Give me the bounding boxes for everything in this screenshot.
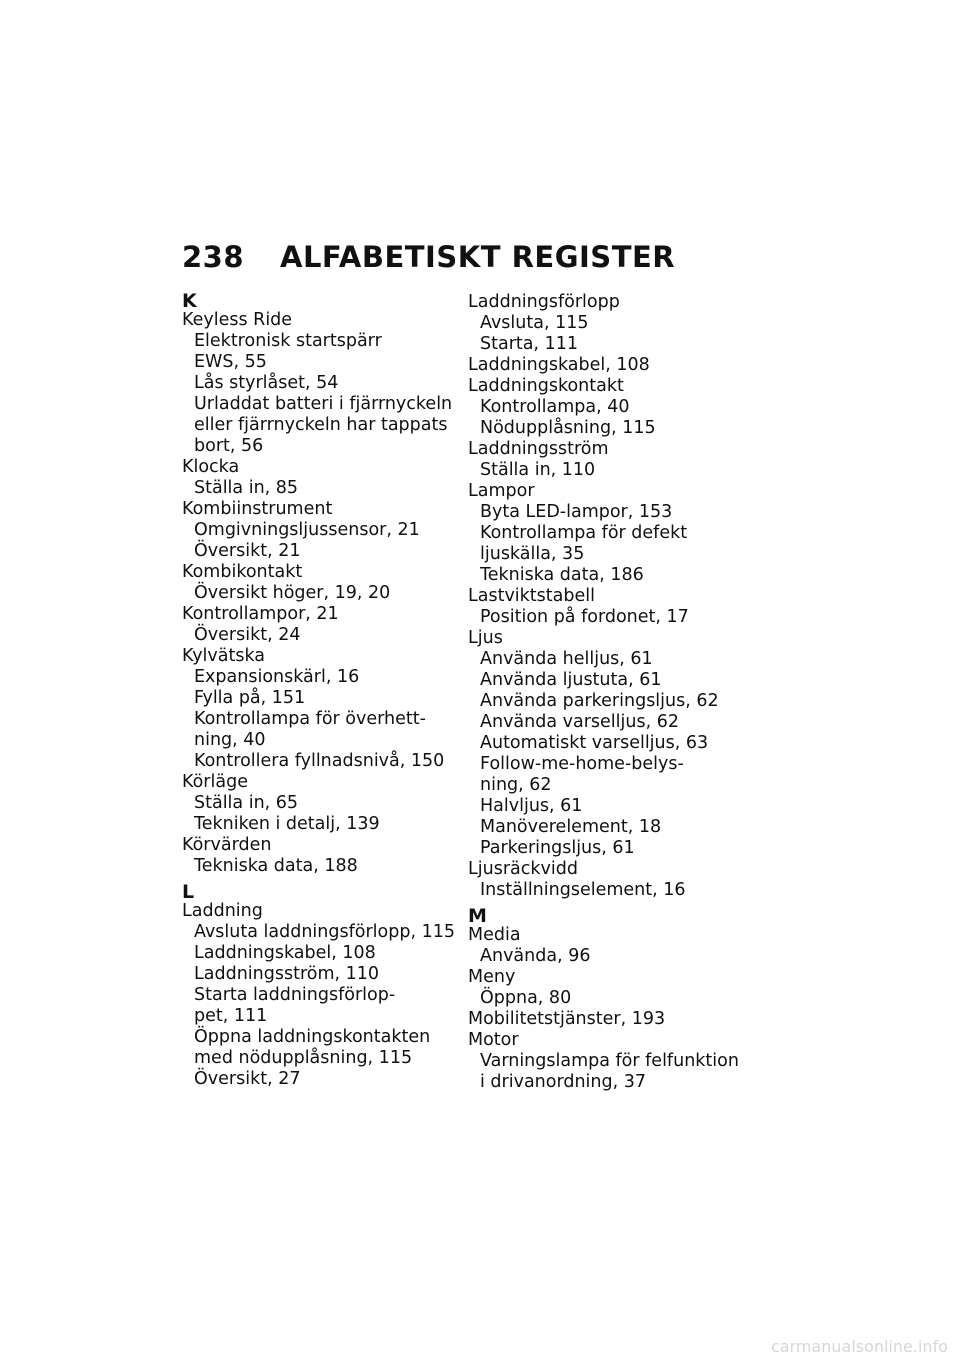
watermark: carmanualsonline.info bbox=[770, 1337, 948, 1356]
index-subentry: Tekniken i detalj, 139 bbox=[194, 814, 380, 834]
index-subentry: Kontrollera fyllnadsnivå, 150 bbox=[194, 751, 445, 771]
index-subentry: Översikt, 27 bbox=[194, 1069, 301, 1089]
index-subentry: Urladdat batteri i fjärrnyckeln bbox=[194, 394, 453, 414]
index-topic: Körvärden bbox=[182, 835, 272, 855]
index-topic: Laddningskontakt bbox=[468, 376, 624, 396]
index-topic: Laddningsström bbox=[468, 439, 609, 459]
index-topic: Laddning bbox=[182, 901, 263, 921]
index-subentry: Avsluta laddningsförlopp, 115 bbox=[194, 922, 455, 942]
index-topic: Ljusräckvidd bbox=[468, 859, 578, 879]
index-subentry: Follow-me-home-belys- bbox=[480, 754, 684, 774]
index-subentry: Lås styrlåset, 54 bbox=[194, 373, 339, 393]
index-topic: Meny bbox=[468, 967, 516, 987]
index-subentry: Kontrollampa, 40 bbox=[480, 397, 630, 417]
index-topic: Klocka bbox=[182, 457, 240, 477]
index-subentry: Använda varselljus, 62 bbox=[480, 712, 679, 732]
page-title: ALFABETISKT REGISTER bbox=[280, 240, 676, 274]
page-number: 238 bbox=[182, 240, 245, 274]
index-subentry: ning, 40 bbox=[194, 730, 266, 750]
index-subentry: Laddningskabel, 108 bbox=[194, 943, 376, 963]
index-subentry: Byta LED-lampor, 153 bbox=[480, 502, 673, 522]
index-subentry: Översikt, 24 bbox=[194, 625, 301, 645]
index-subentry: Inställningselement, 16 bbox=[480, 880, 686, 900]
index-subentry: Parkeringsljus, 61 bbox=[480, 838, 635, 858]
index-topic: Laddningskabel, 108 bbox=[468, 355, 650, 375]
index-topic: Kombiinstrument bbox=[182, 499, 333, 519]
index-letter: M bbox=[468, 905, 487, 927]
index-topic: Kombikontakt bbox=[182, 562, 303, 582]
index-subentry: Använda, 96 bbox=[480, 946, 591, 966]
index-subentry: Omgivningsljussensor, 21 bbox=[194, 520, 420, 540]
index-subentry: Starta laddningsförlop- bbox=[194, 985, 396, 1005]
index-subentry: Ställa in, 110 bbox=[480, 460, 596, 480]
index-topic: Lampor bbox=[468, 481, 535, 501]
index-topic: Lastviktstabell bbox=[468, 586, 595, 606]
index-subentry: Använda ljustuta, 61 bbox=[480, 670, 662, 690]
index-subentry: Halvljus, 61 bbox=[480, 796, 583, 816]
index-subentry: Använda helljus, 61 bbox=[480, 649, 653, 669]
index-subentry: Laddningsström, 110 bbox=[194, 964, 380, 984]
index-topic: Keyless Ride bbox=[182, 310, 293, 330]
index-topic: Laddningsförlopp bbox=[468, 292, 620, 312]
index-subentry: Position på fordonet, 17 bbox=[480, 607, 689, 627]
index-subentry: Manöverelement, 18 bbox=[480, 817, 662, 837]
index-subentry: Starta, 111 bbox=[480, 334, 579, 354]
index-subentry: Ställa in, 65 bbox=[194, 793, 299, 813]
index-topic: Kontrollampor, 21 bbox=[182, 604, 339, 624]
index-subentry: Kontrollampa för överhett- bbox=[194, 709, 426, 729]
index-topic: Ljus bbox=[468, 628, 503, 648]
index-subentry: Använda parkeringsljus, 62 bbox=[480, 691, 719, 711]
index-subentry: pet, 111 bbox=[194, 1006, 268, 1026]
index-topic: Motor bbox=[468, 1030, 519, 1050]
index-subentry: Översikt, 21 bbox=[194, 541, 301, 561]
index-topic: Kylvätska bbox=[182, 646, 266, 666]
index-column-left bbox=[182, 292, 462, 1090]
index-subentry: Öppna, 80 bbox=[480, 988, 572, 1008]
index-subentry: ljuskälla, 35 bbox=[480, 544, 585, 564]
index-subentry: i drivanordning, 37 bbox=[480, 1072, 647, 1092]
index-subentry: Fylla på, 151 bbox=[194, 688, 306, 708]
index-subentry: Ställa in, 85 bbox=[194, 478, 299, 498]
page-header bbox=[182, 240, 675, 274]
index-letter: K bbox=[182, 290, 197, 312]
index-subentry: Automatiskt varselljus, 63 bbox=[480, 733, 709, 753]
index-subentry: Översikt höger, 19, 20 bbox=[194, 583, 391, 603]
index-subentry: Expansionskärl, 16 bbox=[194, 667, 360, 687]
index-subentry: Tekniska data, 186 bbox=[480, 565, 644, 585]
index-subentry: Varningslampa för felfunktion bbox=[480, 1051, 739, 1071]
index-subentry: med nödupplåsning, 115 bbox=[194, 1048, 413, 1068]
index-topic: Media bbox=[468, 925, 521, 945]
index-subentry: Avsluta, 115 bbox=[480, 313, 589, 333]
index-subentry: bort, 56 bbox=[194, 436, 264, 456]
index-column-right bbox=[468, 292, 758, 1093]
index-subentry: Kontrollampa för defekt bbox=[480, 523, 688, 543]
index-topic: Mobilitetstjänster, 193 bbox=[468, 1009, 666, 1029]
index-subentry: Tekniska data, 188 bbox=[194, 856, 358, 876]
index-subentry: Nödupplåsning, 115 bbox=[480, 418, 656, 438]
index-subentry: Öppna laddningskontakten bbox=[194, 1027, 431, 1047]
index-subentry: EWS, 55 bbox=[194, 352, 267, 372]
index-subentry: eller fjärrnyckeln har tappats bbox=[194, 415, 448, 435]
index-subentry: Elektronisk startspärr bbox=[194, 331, 382, 351]
index-letter: L bbox=[182, 881, 195, 903]
index-topic: Körläge bbox=[182, 772, 248, 792]
index-subentry: ning, 62 bbox=[480, 775, 552, 795]
